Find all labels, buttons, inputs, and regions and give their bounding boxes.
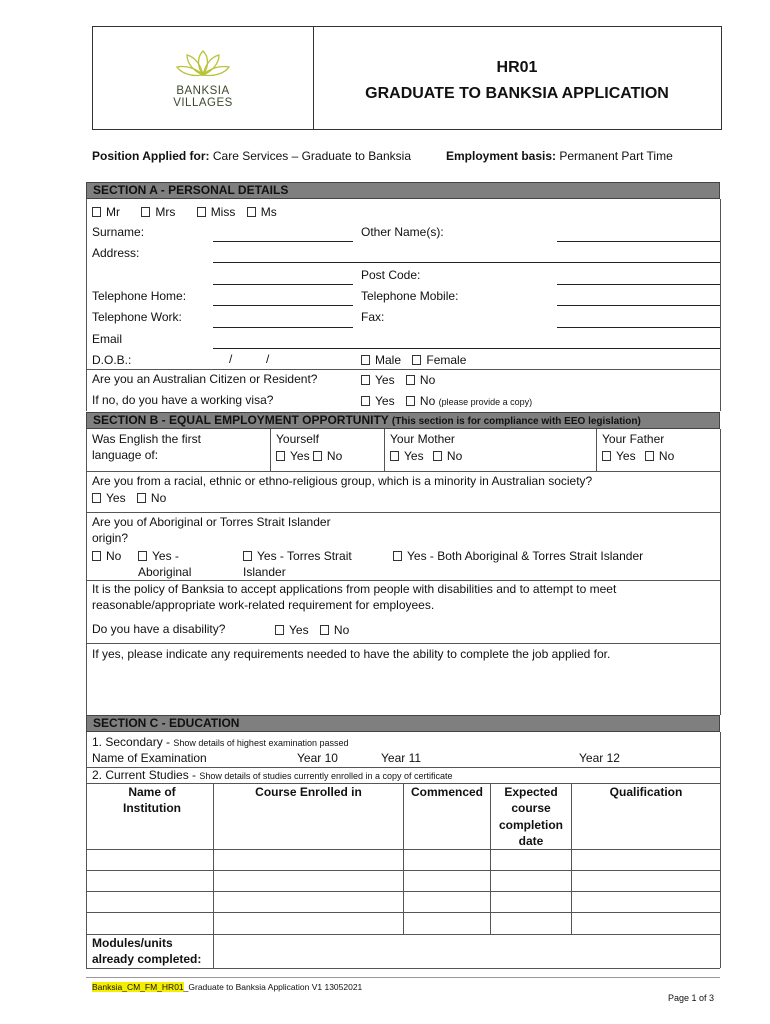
- miss-option[interactable]: [197, 205, 236, 219]
- divider: [86, 643, 720, 644]
- citizen-yes-option[interactable]: [361, 373, 395, 387]
- post-code-label: Post Code:: [361, 268, 421, 282]
- yourself-yes-checkbox[interactable]: [276, 451, 285, 461]
- logo-line-2: VILLAGES: [173, 97, 233, 109]
- footer-rule: [86, 977, 720, 978]
- citizen-yes-label: Yes: [375, 373, 395, 387]
- year-11-label[interactable]: Year 11: [381, 751, 422, 765]
- dob-label: D.O.B.:: [92, 353, 132, 367]
- section-a-left-border: [86, 199, 87, 411]
- telephone-home-label: Telephone Home:: [92, 289, 187, 303]
- col-institution-1: Name of: [128, 785, 176, 799]
- current-studies-label: 2. Current Studies -: [92, 768, 197, 782]
- year-10-label[interactable]: Year 10: [297, 751, 338, 765]
- aboriginal-question-line-1: Are you of Aboriginal or Torres Strait Islander: [92, 515, 331, 529]
- address-label: Address:: [92, 246, 140, 260]
- col-institution-2: Institution: [123, 801, 181, 815]
- yourself-yes-label: Yes: [290, 449, 310, 463]
- father-no-label: No: [658, 449, 675, 463]
- page-number: Page 1 of 3: [668, 993, 715, 1003]
- citizen-question: Are you an Australian Citizen or Resident?: [92, 372, 318, 386]
- requirements-field[interactable]: [87, 664, 719, 714]
- year-12-label[interactable]: Year 12: [579, 751, 620, 765]
- miss-label: Miss: [210, 205, 236, 219]
- ms-option[interactable]: [247, 205, 277, 219]
- gender-options: [361, 353, 466, 368]
- employment-basis-label: Employment basis:: [446, 149, 557, 163]
- employment-basis-value: Permanent Part Time: [559, 149, 673, 163]
- citizen-no-checkbox[interactable]: [406, 375, 415, 385]
- english-col-divider-1: [270, 429, 271, 471]
- footer-doc-desc: _Graduate to Banksia Application V1 13052021: [183, 982, 363, 992]
- yourself-label: Yourself: [276, 432, 319, 446]
- minority-no-option[interactable]: [137, 491, 166, 505]
- yourself-no-label: No: [326, 449, 343, 463]
- disability-no-option[interactable]: [320, 623, 349, 637]
- disability-yes-checkbox[interactable]: [275, 625, 284, 635]
- aboriginal-yes-option[interactable]: [138, 549, 179, 564]
- english-question-line-1: Was English the first: [92, 432, 201, 446]
- aboriginal-no-label: No: [106, 549, 122, 563]
- minority-yes-label: Yes: [106, 491, 126, 505]
- section-b-right-border: [720, 429, 721, 715]
- section-c-right-border: [720, 732, 721, 968]
- disability-question: Do you have a disability?: [92, 622, 226, 636]
- surname-label: Surname:: [92, 225, 145, 239]
- visa-note: (please provide a copy): [438, 397, 533, 407]
- current-studies-heading: [92, 768, 453, 784]
- mr-checkbox[interactable]: [92, 207, 101, 217]
- section-b-note: (This section is for compliance with EEO legislation): [391, 416, 641, 427]
- policy-line-2: reasonable/appropriate work-related requirement for employees.: [92, 598, 435, 612]
- mother-yes-checkbox[interactable]: [390, 451, 399, 461]
- miss-checkbox[interactable]: [197, 207, 206, 217]
- col-expected-1: Expected: [504, 785, 558, 799]
- visa-no-checkbox[interactable]: [406, 396, 415, 406]
- visa-options: [361, 394, 532, 410]
- email-label: Email: [92, 332, 123, 346]
- table-row[interactable]: [86, 912, 720, 913]
- col-qualification: Qualification: [609, 785, 683, 799]
- minority-no-label: No: [150, 491, 167, 505]
- visa-yes-label: Yes: [375, 394, 395, 408]
- employment-basis-line: [446, 149, 673, 164]
- ms-checkbox[interactable]: [247, 207, 256, 217]
- minority-no-checkbox[interactable]: [137, 493, 146, 503]
- section-a-header: SECTION A - PERSONAL DETAILS: [86, 182, 720, 199]
- english-col-divider-3: [596, 429, 597, 471]
- other-names-field[interactable]: [557, 241, 720, 242]
- mother-label: Your Mother: [390, 432, 455, 446]
- father-no-checkbox[interactable]: [645, 451, 654, 461]
- citizen-options: [361, 373, 435, 388]
- english-question-line-2: language of:: [92, 448, 159, 462]
- fax-field[interactable]: [557, 327, 720, 328]
- father-label: Your Father: [602, 432, 665, 446]
- modules-field[interactable]: [214, 935, 719, 967]
- dob-separator-2: /: [266, 352, 270, 366]
- table-bottom-rule: [86, 968, 720, 969]
- aboriginal-yes-checkbox[interactable]: [138, 551, 147, 561]
- section-b-header: [86, 412, 720, 429]
- fax-label: Fax:: [361, 310, 385, 324]
- col-commenced: Commenced: [410, 785, 484, 799]
- modules-label-2: already completed:: [92, 952, 202, 966]
- father-yes-option[interactable]: [602, 449, 636, 463]
- section-b-title: SECTION B - EQUAL EMPLOYMENT OPPORTUNITY: [93, 413, 389, 427]
- torres-label-2: Islander: [243, 565, 286, 579]
- torres-checkbox[interactable]: [243, 551, 252, 561]
- other-names-label: Other Name(s):: [361, 225, 444, 239]
- address-field-2[interactable]: [213, 284, 353, 285]
- mother-options: [390, 449, 462, 464]
- citizen-no-label: No: [419, 373, 436, 387]
- father-no-option[interactable]: [645, 449, 674, 463]
- form-code: HR01: [496, 59, 538, 76]
- document-header: [92, 26, 722, 130]
- mrs-checkbox[interactable]: [141, 207, 150, 217]
- table-row[interactable]: [86, 849, 720, 850]
- secondary-note: Show details of highest examination passed: [173, 738, 349, 748]
- secondary-heading: [92, 735, 349, 751]
- divider: [86, 580, 720, 581]
- col-expected-4: date: [518, 834, 544, 848]
- visa-yes-checkbox[interactable]: [361, 396, 370, 406]
- female-label: Female: [426, 353, 467, 367]
- father-yes-label: Yes: [616, 449, 636, 463]
- requirements-question: If yes, please indicate any requirements needed to have the ability to complete the job applied for.: [92, 647, 611, 661]
- female-option[interactable]: [412, 353, 466, 367]
- exam-name-label: Name of Examination: [92, 751, 207, 765]
- male-option[interactable]: [361, 353, 401, 367]
- form-title: GRADUATE TO BANKSIA APPLICATION: [365, 85, 669, 102]
- mother-no-option[interactable]: [433, 449, 462, 463]
- father-yes-checkbox[interactable]: [602, 451, 611, 461]
- disability-yes-label: Yes: [289, 623, 309, 637]
- mother-no-label: No: [446, 449, 463, 463]
- citizen-yes-checkbox[interactable]: [361, 375, 370, 385]
- aboriginal-yes-label-2: Aboriginal: [138, 565, 192, 579]
- both-label: Yes - Both Aboriginal & Torres Strait Islander: [407, 549, 644, 563]
- mother-no-checkbox[interactable]: [433, 451, 442, 461]
- current-studies-note: Show details of studies currently enrolled in a copy of certificate: [199, 771, 453, 781]
- policy-line-1: It is the policy of Banksia to accept applications from people with disabilities and to attempt to meet: [92, 582, 617, 596]
- table-row[interactable]: [86, 891, 720, 892]
- mrs-label: Mrs: [155, 205, 176, 219]
- col-expected-2: course: [511, 801, 551, 815]
- title-options: [92, 205, 277, 220]
- modules-label-1: Modules/units: [92, 936, 173, 950]
- col-expected-3: completion: [498, 818, 563, 832]
- male-checkbox[interactable]: [361, 355, 370, 365]
- yourself-no-option[interactable]: [313, 449, 342, 463]
- mr-option[interactable]: [92, 205, 120, 219]
- surname-field[interactable]: [213, 241, 353, 242]
- col-course: Course Enrolled in: [255, 785, 362, 799]
- female-checkbox[interactable]: [412, 355, 421, 365]
- citizen-no-option[interactable]: [406, 373, 435, 387]
- table-row[interactable]: [86, 870, 720, 871]
- footer-doc-code: Banksia_CM_FM_HR01: [92, 982, 184, 992]
- visa-question: If no, do you have a working visa?: [92, 393, 274, 407]
- position-label: Position Applied for:: [92, 149, 210, 163]
- torres-option[interactable]: [243, 549, 352, 564]
- aboriginal-no-option[interactable]: [92, 549, 121, 564]
- lotus-flower-icon: [175, 49, 231, 79]
- yourself-options: [276, 449, 342, 464]
- divider: [86, 512, 720, 513]
- address-field-1[interactable]: [213, 262, 720, 263]
- position-line: [92, 149, 411, 164]
- disability-no-label: No: [333, 623, 350, 637]
- email-field[interactable]: [213, 348, 720, 349]
- dob-separator-1: /: [229, 352, 233, 366]
- visa-no-option[interactable]: [406, 394, 435, 408]
- disability-options: [275, 623, 349, 638]
- disability-yes-option[interactable]: [275, 623, 309, 637]
- father-options: [602, 449, 674, 464]
- yourself-no-checkbox[interactable]: [313, 451, 322, 461]
- aboriginal-yes-label: Yes -: [152, 549, 179, 563]
- aboriginal-no-checkbox[interactable]: [92, 551, 101, 561]
- both-checkbox[interactable]: [393, 551, 402, 561]
- minority-yes-checkbox[interactable]: [92, 493, 101, 503]
- male-label: Male: [375, 353, 402, 367]
- telephone-mobile-label: Telephone Mobile:: [361, 289, 459, 303]
- divider: [86, 471, 720, 472]
- visa-yes-option[interactable]: [361, 394, 395, 408]
- ms-label: Ms: [260, 205, 277, 219]
- section-a-right-border: [720, 199, 721, 411]
- mother-yes-label: Yes: [404, 449, 424, 463]
- yourself-yes-option[interactable]: [276, 449, 310, 463]
- position-value: Care Services – Graduate to Banksia: [212, 149, 411, 163]
- mr-label: Mr: [106, 205, 120, 219]
- banksia-logo: [93, 27, 314, 129]
- section-c-header: SECTION C - EDUCATION: [86, 715, 720, 732]
- minority-options: [92, 491, 166, 506]
- disability-no-checkbox[interactable]: [320, 625, 329, 635]
- minority-yes-option[interactable]: [92, 491, 126, 505]
- visa-no-label: No: [419, 394, 436, 408]
- post-code-field[interactable]: [557, 284, 720, 285]
- mother-yes-option[interactable]: [390, 449, 424, 463]
- footer-doc-info: [92, 980, 362, 995]
- telephone-home-field[interactable]: [213, 305, 353, 306]
- logo-line-1: BANKSIA: [176, 85, 230, 97]
- minority-question: Are you from a racial, ethnic or ethno-religious group, which is a minority in Australian society?: [92, 474, 593, 488]
- telephone-mobile-field[interactable]: [557, 305, 720, 306]
- divider: [86, 369, 720, 370]
- telephone-work-label: Telephone Work:: [92, 310, 182, 324]
- mrs-option[interactable]: [141, 205, 175, 219]
- both-option[interactable]: [393, 549, 643, 564]
- torres-label: Yes - Torres Strait: [257, 549, 352, 563]
- telephone-work-field[interactable]: [213, 327, 353, 328]
- secondary-label: 1. Secondary -: [92, 735, 171, 749]
- aboriginal-question-line-2: origin?: [92, 531, 129, 545]
- english-col-divider-2: [384, 429, 385, 471]
